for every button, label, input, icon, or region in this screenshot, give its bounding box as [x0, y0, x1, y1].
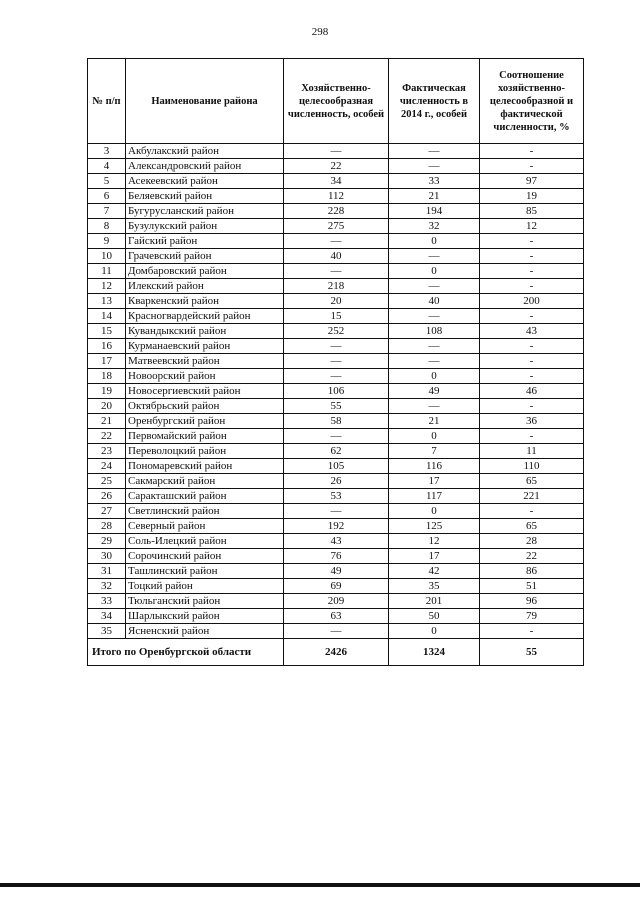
header-ratio: Соотношение хозяйственно-целесообразной и фактической численности, % — [480, 59, 584, 144]
cell-ratio: 22 — [480, 549, 584, 564]
cell-num: 24 — [88, 459, 126, 474]
footer-divider — [0, 883, 640, 887]
header-name: Наименование района — [126, 59, 284, 144]
table-header-row — [88, 59, 584, 144]
cell-expedient: 22 — [284, 159, 389, 174]
table-row — [88, 549, 584, 564]
table-row — [88, 489, 584, 504]
cell-num: 18 — [88, 369, 126, 384]
header-num: № п/п — [88, 59, 126, 144]
cell-district-name: Северный район — [126, 519, 284, 534]
cell-ratio: 51 — [480, 579, 584, 594]
cell-num: 33 — [88, 594, 126, 609]
cell-district-name: Новосергиевский район — [126, 384, 284, 399]
cell-district-name: Бугурусланский район — [126, 204, 284, 219]
table-total-row — [88, 639, 584, 666]
table-row — [88, 519, 584, 534]
cell-district-name: Акбулакский район — [126, 144, 284, 159]
cell-expedient: — — [284, 339, 389, 354]
cell-ratio: - — [480, 234, 584, 249]
cell-district-name: Курманаевский район — [126, 339, 284, 354]
table-body — [88, 144, 584, 639]
cell-expedient: 63 — [284, 609, 389, 624]
cell-num: 10 — [88, 249, 126, 264]
cell-num: 34 — [88, 609, 126, 624]
cell-ratio: - — [480, 429, 584, 444]
cell-expedient: 228 — [284, 204, 389, 219]
cell-num: 29 — [88, 534, 126, 549]
cell-expedient: 40 — [284, 249, 389, 264]
cell-district-name: Шарлыкский район — [126, 609, 284, 624]
cell-num: 3 — [88, 144, 126, 159]
cell-num: 27 — [88, 504, 126, 519]
table-row — [88, 339, 584, 354]
cell-expedient: — — [284, 234, 389, 249]
cell-ratio: - — [480, 309, 584, 324]
cell-actual: — — [389, 339, 480, 354]
cell-district-name: Кувандыкский район — [126, 324, 284, 339]
cell-ratio: 200 — [480, 294, 584, 309]
total-ratio: 55 — [480, 639, 584, 666]
cell-ratio: 36 — [480, 414, 584, 429]
cell-expedient: 275 — [284, 219, 389, 234]
cell-num: 7 — [88, 204, 126, 219]
cell-expedient: 49 — [284, 564, 389, 579]
cell-actual: 42 — [389, 564, 480, 579]
cell-ratio: - — [480, 249, 584, 264]
cell-district-name: Ясненский район — [126, 624, 284, 639]
cell-num: 6 — [88, 189, 126, 204]
cell-num: 4 — [88, 159, 126, 174]
cell-ratio: - — [480, 144, 584, 159]
cell-expedient: — — [284, 369, 389, 384]
cell-actual: 17 — [389, 549, 480, 564]
cell-ratio: 46 — [480, 384, 584, 399]
cell-ratio: - — [480, 624, 584, 639]
cell-num: 31 — [88, 564, 126, 579]
cell-district-name: Тоцкий район — [126, 579, 284, 594]
table-row — [88, 204, 584, 219]
cell-actual: 116 — [389, 459, 480, 474]
cell-num: 23 — [88, 444, 126, 459]
cell-ratio: - — [480, 354, 584, 369]
cell-num: 11 — [88, 264, 126, 279]
table-row — [88, 474, 584, 489]
cell-expedient: 15 — [284, 309, 389, 324]
cell-expedient: 20 — [284, 294, 389, 309]
cell-expedient: 34 — [284, 174, 389, 189]
cell-actual: 21 — [389, 189, 480, 204]
cell-ratio: 65 — [480, 519, 584, 534]
cell-ratio: - — [480, 369, 584, 384]
cell-district-name: Соль-Илецкий район — [126, 534, 284, 549]
cell-ratio: 110 — [480, 459, 584, 474]
cell-district-name: Сорочинский район — [126, 549, 284, 564]
cell-actual: 201 — [389, 594, 480, 609]
cell-num: 14 — [88, 309, 126, 324]
cell-actual: 0 — [389, 504, 480, 519]
cell-expedient: 105 — [284, 459, 389, 474]
cell-expedient: — — [284, 624, 389, 639]
cell-district-name: Тюльганский район — [126, 594, 284, 609]
table-row — [88, 609, 584, 624]
cell-num: 9 — [88, 234, 126, 249]
table-row — [88, 369, 584, 384]
table-row — [88, 144, 584, 159]
table-row — [88, 444, 584, 459]
table-row — [88, 429, 584, 444]
cell-num: 16 — [88, 339, 126, 354]
cell-expedient: 106 — [284, 384, 389, 399]
table-row — [88, 564, 584, 579]
total-expedient: 2426 — [284, 639, 389, 666]
cell-actual: 117 — [389, 489, 480, 504]
cell-actual: 49 — [389, 384, 480, 399]
cell-district-name: Асекеевский район — [126, 174, 284, 189]
cell-actual: 108 — [389, 324, 480, 339]
cell-expedient: 58 — [284, 414, 389, 429]
cell-expedient: 252 — [284, 324, 389, 339]
table-row — [88, 414, 584, 429]
cell-actual: 0 — [389, 624, 480, 639]
cell-expedient: 112 — [284, 189, 389, 204]
cell-district-name: Пономаревский район — [126, 459, 284, 474]
cell-ratio: 28 — [480, 534, 584, 549]
cell-expedient: — — [284, 504, 389, 519]
cell-actual: 7 — [389, 444, 480, 459]
cell-num: 32 — [88, 579, 126, 594]
cell-expedient: — — [284, 264, 389, 279]
cell-expedient: — — [284, 354, 389, 369]
table-row — [88, 579, 584, 594]
table-row — [88, 594, 584, 609]
table-row — [88, 354, 584, 369]
total-actual: 1324 — [389, 639, 480, 666]
cell-actual: 0 — [389, 369, 480, 384]
cell-actual: 32 — [389, 219, 480, 234]
cell-ratio: 11 — [480, 444, 584, 459]
table-row — [88, 384, 584, 399]
cell-district-name: Гайский район — [126, 234, 284, 249]
cell-expedient: 209 — [284, 594, 389, 609]
cell-district-name: Грачевский район — [126, 249, 284, 264]
cell-district-name: Бузулукский район — [126, 219, 284, 234]
cell-actual: — — [389, 309, 480, 324]
header-actual: Фактическая численность в 2014 г., особей — [389, 59, 480, 144]
cell-num: 13 — [88, 294, 126, 309]
cell-num: 17 — [88, 354, 126, 369]
cell-expedient: 43 — [284, 534, 389, 549]
cell-actual: — — [389, 279, 480, 294]
table-row — [88, 504, 584, 519]
cell-actual: 17 — [389, 474, 480, 489]
cell-num: 5 — [88, 174, 126, 189]
table-row — [88, 279, 584, 294]
cell-actual: — — [389, 354, 480, 369]
cell-district-name: Кваркенский район — [126, 294, 284, 309]
cell-district-name: Оренбургский район — [126, 414, 284, 429]
table-row — [88, 624, 584, 639]
header-expedient: Хозяйственно-целесообразная численность, особей — [284, 59, 389, 144]
cell-expedient: 69 — [284, 579, 389, 594]
cell-num: 15 — [88, 324, 126, 339]
cell-district-name: Саракташский район — [126, 489, 284, 504]
cell-ratio: - — [480, 504, 584, 519]
table-row — [88, 159, 584, 174]
cell-district-name: Беляевский район — [126, 189, 284, 204]
cell-expedient: 62 — [284, 444, 389, 459]
cell-num: 35 — [88, 624, 126, 639]
table-row — [88, 324, 584, 339]
cell-district-name: Новоорский район — [126, 369, 284, 384]
cell-actual: 21 — [389, 414, 480, 429]
cell-num: 25 — [88, 474, 126, 489]
cell-actual: 40 — [389, 294, 480, 309]
cell-expedient: 192 — [284, 519, 389, 534]
cell-num: 19 — [88, 384, 126, 399]
cell-num: 21 — [88, 414, 126, 429]
cell-ratio: - — [480, 339, 584, 354]
cell-expedient: 53 — [284, 489, 389, 504]
table-row — [88, 294, 584, 309]
cell-actual: 0 — [389, 429, 480, 444]
cell-ratio: 86 — [480, 564, 584, 579]
table-row — [88, 399, 584, 414]
cell-num: 12 — [88, 279, 126, 294]
cell-actual: 194 — [389, 204, 480, 219]
cell-district-name: Александровский район — [126, 159, 284, 174]
cell-ratio: - — [480, 159, 584, 174]
cell-num: 20 — [88, 399, 126, 414]
cell-num: 26 — [88, 489, 126, 504]
cell-actual: — — [389, 399, 480, 414]
cell-district-name: Матвеевский район — [126, 354, 284, 369]
cell-actual: 0 — [389, 264, 480, 279]
table-row — [88, 219, 584, 234]
cell-actual: 12 — [389, 534, 480, 549]
cell-ratio: 43 — [480, 324, 584, 339]
cell-actual: 50 — [389, 609, 480, 624]
cell-ratio: 79 — [480, 609, 584, 624]
cell-ratio: 96 — [480, 594, 584, 609]
cell-expedient: — — [284, 144, 389, 159]
cell-expedient: — — [284, 429, 389, 444]
cell-actual: — — [389, 249, 480, 264]
cell-num: 30 — [88, 549, 126, 564]
cell-num: 8 — [88, 219, 126, 234]
table-row — [88, 189, 584, 204]
cell-actual: — — [389, 144, 480, 159]
cell-district-name: Октябрьский район — [126, 399, 284, 414]
table-row — [88, 309, 584, 324]
cell-district-name: Сакмарский район — [126, 474, 284, 489]
cell-ratio: 19 — [480, 189, 584, 204]
table-row — [88, 174, 584, 189]
table-row — [88, 249, 584, 264]
cell-expedient: 218 — [284, 279, 389, 294]
cell-actual: 0 — [389, 234, 480, 249]
cell-district-name: Ташлинский район — [126, 564, 284, 579]
cell-district-name: Красногвардейский район — [126, 309, 284, 324]
cell-actual: — — [389, 159, 480, 174]
cell-ratio: 12 — [480, 219, 584, 234]
table-row — [88, 264, 584, 279]
cell-ratio: 65 — [480, 474, 584, 489]
cell-ratio: - — [480, 399, 584, 414]
cell-expedient: 55 — [284, 399, 389, 414]
cell-district-name: Переволоцкий район — [126, 444, 284, 459]
cell-actual: 35 — [389, 579, 480, 594]
cell-expedient: 26 — [284, 474, 389, 489]
total-label: Итого по Оренбургской области — [88, 639, 284, 666]
cell-district-name: Илекский район — [126, 279, 284, 294]
cell-ratio: 221 — [480, 489, 584, 504]
page-number: 298 — [311, 26, 329, 38]
cell-num: 22 — [88, 429, 126, 444]
cell-ratio: 97 — [480, 174, 584, 189]
cell-ratio: - — [480, 279, 584, 294]
table-row — [88, 234, 584, 249]
cell-actual: 125 — [389, 519, 480, 534]
cell-ratio: 85 — [480, 204, 584, 219]
cell-num: 28 — [88, 519, 126, 534]
cell-expedient: 76 — [284, 549, 389, 564]
table-row — [88, 459, 584, 474]
cell-district-name: Домбаровский район — [126, 264, 284, 279]
population-table — [87, 58, 584, 666]
table-row — [88, 534, 584, 549]
cell-ratio: - — [480, 264, 584, 279]
cell-district-name: Светлинский район — [126, 504, 284, 519]
cell-actual: 33 — [389, 174, 480, 189]
cell-district-name: Первомайский район — [126, 429, 284, 444]
